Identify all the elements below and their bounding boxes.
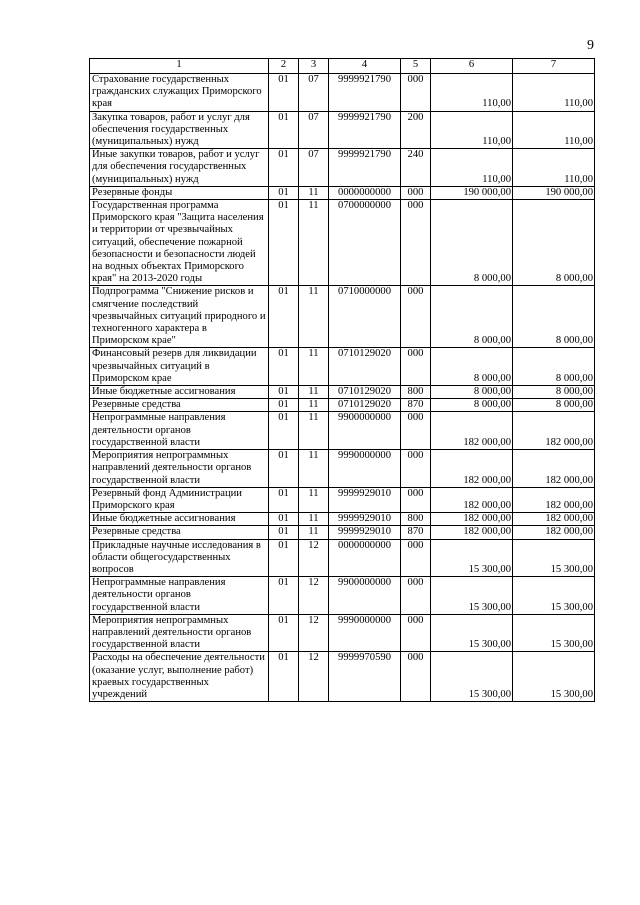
row-expense-type: 870 (401, 399, 431, 412)
header-col-6: 6 (431, 59, 513, 74)
row-amount-col7: 8 000,00 (513, 348, 595, 386)
row-amount-col7: 15 300,00 (513, 539, 595, 577)
row-amount-col6: 15 300,00 (431, 577, 513, 615)
row-expense-type: 000 (401, 286, 431, 348)
row-section: 01 (269, 450, 299, 488)
row-expense-type: 000 (401, 186, 431, 199)
row-amount-col6: 110,00 (431, 149, 513, 187)
row-target-code: 9999929010 (329, 487, 401, 512)
row-subsection: 11 (299, 200, 329, 286)
row-amount-col7: 8 000,00 (513, 399, 595, 412)
row-section: 01 (269, 399, 299, 412)
row-subsection: 12 (299, 539, 329, 577)
table-row (90, 513, 595, 526)
table-row (90, 149, 595, 187)
row-target-code: 9999921790 (329, 74, 401, 112)
table-row (90, 186, 595, 199)
row-target-code: 0710129020 (329, 399, 401, 412)
row-name: Резервные средства (90, 526, 269, 539)
row-section: 01 (269, 386, 299, 399)
row-expense-type: 000 (401, 614, 431, 652)
table-row (90, 652, 595, 702)
row-target-code: 9999921790 (329, 111, 401, 149)
row-subsection: 11 (299, 399, 329, 412)
row-subsection: 11 (299, 386, 329, 399)
row-target-code: 9999970590 (329, 652, 401, 702)
row-subsection: 11 (299, 513, 329, 526)
row-amount-col7: 182 000,00 (513, 487, 595, 512)
row-expense-type: 870 (401, 526, 431, 539)
row-target-code: 9990000000 (329, 614, 401, 652)
header-col-1: 1 (90, 59, 269, 74)
table-row (90, 450, 595, 488)
header-col-7: 7 (513, 59, 595, 74)
row-amount-col7: 110,00 (513, 111, 595, 149)
row-name: Иные бюджетные ассигнования (90, 513, 269, 526)
row-expense-type: 240 (401, 149, 431, 187)
row-name: Государственная программа Приморского края "Защита населения и территории от чрезвычайных ситуаций, обеспечение пожарной безопасности и безопасности людей на водных объектах Приморского края" на 2013-2020 годы (90, 200, 269, 286)
row-section: 01 (269, 286, 299, 348)
row-amount-col7: 15 300,00 (513, 577, 595, 615)
row-subsection: 11 (299, 412, 329, 450)
row-target-code: 0710129020 (329, 386, 401, 399)
row-target-code: 9999929010 (329, 526, 401, 539)
row-name: Расходы на обеспечение деятельности (оказание услуг, выполнение работ) краевых государственных учреждений (90, 652, 269, 702)
row-subsection: 12 (299, 577, 329, 615)
table-row (90, 200, 595, 286)
row-section: 01 (269, 200, 299, 286)
table-row (90, 577, 595, 615)
row-section: 01 (269, 526, 299, 539)
row-amount-col6: 8 000,00 (431, 386, 513, 399)
row-expense-type: 000 (401, 200, 431, 286)
row-section: 01 (269, 111, 299, 149)
row-amount-col7: 182 000,00 (513, 412, 595, 450)
row-name: Страхование государственных гражданских служащих Приморского края (90, 74, 269, 112)
row-target-code: 0000000000 (329, 186, 401, 199)
row-amount-col7: 110,00 (513, 74, 595, 112)
row-name: Закупка товаров, работ и услуг для обеспечения государственных (муниципальных) нужд (90, 111, 269, 149)
row-name: Прикладные научные исследования в области общегосударственных вопросов (90, 539, 269, 577)
row-name: Иные бюджетные ассигнования (90, 386, 269, 399)
row-target-code: 9999929010 (329, 513, 401, 526)
row-expense-type: 200 (401, 111, 431, 149)
row-section: 01 (269, 149, 299, 187)
row-amount-col7: 190 000,00 (513, 186, 595, 199)
row-expense-type: 000 (401, 450, 431, 488)
row-amount-col6: 15 300,00 (431, 539, 513, 577)
row-name: Непрограммные направления деятельности органов государственной власти (90, 412, 269, 450)
row-name: Подпрограмма "Снижение рисков и смягчение последствий чрезвычайных ситуаций природного и техногенного характера в Приморском крае" (90, 286, 269, 348)
row-amount-col6: 110,00 (431, 74, 513, 112)
header-col-2: 2 (269, 59, 299, 74)
row-target-code: 9999921790 (329, 149, 401, 187)
row-section: 01 (269, 487, 299, 512)
row-section: 01 (269, 513, 299, 526)
row-section: 01 (269, 348, 299, 386)
row-subsection: 11 (299, 487, 329, 512)
row-subsection: 11 (299, 450, 329, 488)
table-row (90, 526, 595, 539)
row-expense-type: 000 (401, 487, 431, 512)
row-amount-col6: 182 000,00 (431, 526, 513, 539)
table-row (90, 286, 595, 348)
row-amount-col6: 110,00 (431, 111, 513, 149)
row-section: 01 (269, 614, 299, 652)
table-header-row (90, 59, 595, 74)
row-target-code: 0710000000 (329, 286, 401, 348)
budget-table (89, 58, 595, 702)
header-col-4: 4 (329, 59, 401, 74)
row-amount-col7: 182 000,00 (513, 513, 595, 526)
row-expense-type: 000 (401, 412, 431, 450)
row-expense-type: 000 (401, 577, 431, 615)
table-row (90, 348, 595, 386)
row-name: Мероприятия непрограммных направлений деятельности органов государственной власти (90, 614, 269, 652)
row-expense-type: 800 (401, 513, 431, 526)
row-section: 01 (269, 74, 299, 112)
row-expense-type: 000 (401, 539, 431, 577)
row-subsection: 11 (299, 526, 329, 539)
row-subsection: 12 (299, 614, 329, 652)
row-target-code: 9900000000 (329, 412, 401, 450)
row-amount-col6: 8 000,00 (431, 348, 513, 386)
row-expense-type: 000 (401, 348, 431, 386)
row-subsection: 11 (299, 286, 329, 348)
row-subsection: 12 (299, 652, 329, 702)
row-amount-col7: 15 300,00 (513, 614, 595, 652)
row-expense-type: 000 (401, 652, 431, 702)
table-row (90, 412, 595, 450)
row-section: 01 (269, 577, 299, 615)
row-amount-col7: 182 000,00 (513, 526, 595, 539)
table-row (90, 74, 595, 112)
table-row (90, 487, 595, 512)
row-amount-col6: 8 000,00 (431, 399, 513, 412)
row-amount-col7: 182 000,00 (513, 450, 595, 488)
row-section: 01 (269, 652, 299, 702)
header-col-3: 3 (299, 59, 329, 74)
row-section: 01 (269, 539, 299, 577)
row-subsection: 07 (299, 74, 329, 112)
row-amount-col6: 8 000,00 (431, 286, 513, 348)
row-name: Непрограммные направления деятельности органов государственной власти (90, 577, 269, 615)
row-subsection: 07 (299, 149, 329, 187)
row-amount-col6: 182 000,00 (431, 513, 513, 526)
row-name: Мероприятия непрограммных направлений деятельности органов государственной власти (90, 450, 269, 488)
row-subsection: 11 (299, 348, 329, 386)
row-amount-col6: 182 000,00 (431, 450, 513, 488)
row-amount-col7: 15 300,00 (513, 652, 595, 702)
table-row (90, 614, 595, 652)
header-col-5: 5 (401, 59, 431, 74)
table-row (90, 111, 595, 149)
row-amount-col7: 8 000,00 (513, 386, 595, 399)
row-target-code: 0710129020 (329, 348, 401, 386)
table-row (90, 386, 595, 399)
row-target-code: 0000000000 (329, 539, 401, 577)
row-amount-col6: 182 000,00 (431, 412, 513, 450)
row-amount-col6: 15 300,00 (431, 652, 513, 702)
row-name: Резервный фонд Администрации Приморского края (90, 487, 269, 512)
row-amount-col7: 8 000,00 (513, 200, 595, 286)
row-section: 01 (269, 186, 299, 199)
table-row (90, 399, 595, 412)
row-amount-col7: 110,00 (513, 149, 595, 187)
row-expense-type: 000 (401, 74, 431, 112)
row-target-code: 9900000000 (329, 577, 401, 615)
row-amount-col6: 190 000,00 (431, 186, 513, 199)
row-amount-col7: 8 000,00 (513, 286, 595, 348)
row-name: Иные закупки товаров, работ и услуг для обеспечения государственных (муниципальных) нужд (90, 149, 269, 187)
row-target-code: 9990000000 (329, 450, 401, 488)
row-section: 01 (269, 412, 299, 450)
row-name: Финансовый резерв для ликвидации чрезвычайных ситуаций в Приморском крае (90, 348, 269, 386)
row-amount-col6: 15 300,00 (431, 614, 513, 652)
row-target-code: 0700000000 (329, 200, 401, 286)
row-name: Резервные средства (90, 399, 269, 412)
row-expense-type: 800 (401, 386, 431, 399)
row-amount-col6: 182 000,00 (431, 487, 513, 512)
table-row (90, 539, 595, 577)
row-subsection: 11 (299, 186, 329, 199)
row-name: Резервные фонды (90, 186, 269, 199)
row-subsection: 07 (299, 111, 329, 149)
row-amount-col6: 8 000,00 (431, 200, 513, 286)
page-number: 9 (587, 38, 594, 53)
